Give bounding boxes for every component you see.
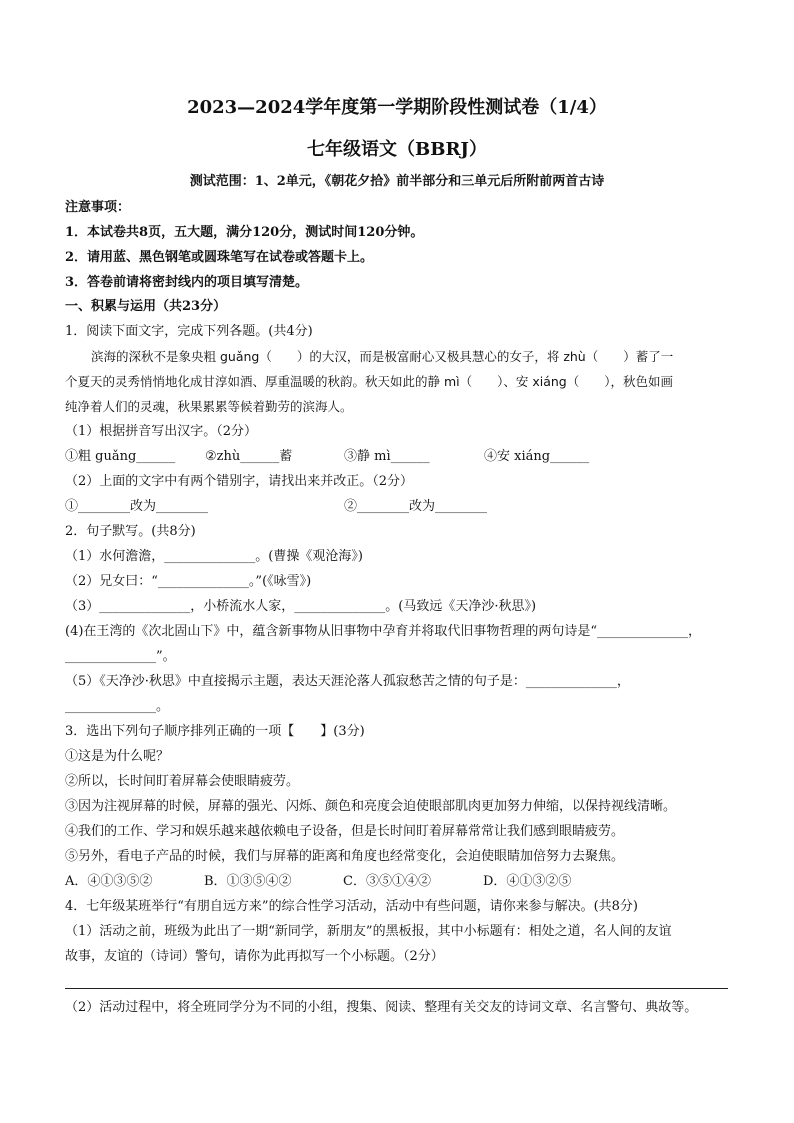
answer-blank: ②________改为________ (344, 499, 488, 514)
answer-blank: ③静 mì______ (344, 449, 430, 464)
option-b: B．①③⑤④② (204, 874, 292, 889)
notice-heading: 注意事项： (65, 200, 131, 215)
sentence-item: ①这是为什么呢？ (65, 749, 170, 764)
question-stem: 1．阅读下面文字，完成下列各题。(共4分) (65, 324, 313, 339)
question-stem: 2．句子默写。(共8分) (65, 524, 196, 539)
recitation-line: ______________。 (65, 699, 170, 714)
sub-question: （2）活动过程中，将全班同学分为不同的小组，搜集、阅读、整理有关交友的诗词文章、名言警句、典故等。 (65, 1000, 698, 1015)
recitation-line: ______________”。 (65, 649, 176, 664)
answer-line (65, 988, 728, 989)
test-scope: 测试范围：1、2单元，《朝花夕拾》前半部分和三单元后所附前两首古诗 (189, 174, 605, 189)
section-heading: 一、积累与运用（共23分） (65, 299, 227, 314)
option-d: D．④①③②⑤ (483, 874, 572, 889)
question-stem: 4．七年级某班举行“有朋自远方来”的综合性学习活动，活动中有些问题，请你来参与解决。(共8分) (65, 899, 638, 914)
passage-line: 纯净着人们的灵魂，秋果累累等候着勤劳的滨海人。 (65, 399, 353, 414)
sentence-item: ⑤另外，看电子产品的时候，我们与屏幕的距离和角度也经常变化，会迫使眼睛加倍努力去聚焦。 (65, 849, 625, 864)
sub-question: （1）根据拼音写出汉字。（2分） (65, 424, 258, 439)
recitation-line: （1）水何澹澹，______________。(曹操《观沧海》) (65, 549, 363, 564)
exam-subtitle: 七年级语文（BBRJ） (307, 139, 487, 160)
sub-question: 故事，友谊的（诗词）警句，请你为此再拟写一个小标题。（2分） (65, 949, 444, 964)
sentence-item: ②所以，长时间盯着屏幕会使眼睛疲劳。 (65, 774, 300, 789)
recitation-line: （3）______________，小桥流水人家，______________。(马致远《天净沙·秋思》) (65, 599, 537, 614)
answer-blank: ④安 xiáng______ (484, 449, 590, 464)
notice-item: 2．请用蓝、黑色钢笔或圆珠笔写在试卷或答题卡上。 (65, 250, 374, 265)
exam-title: 2023—2024学年度第一学期阶段性测试卷（1/4） (187, 97, 607, 118)
answer-blank: ①粗 guǎng______ (65, 449, 176, 464)
sentence-item: ④我们的工作、学习和娱乐越来越依赖电子设备，但是长时间盯着屏幕常常让我们感到眼睛疲劳。 (65, 824, 625, 839)
option-a: A．④①③⑤② (65, 874, 153, 889)
notice-item: 1．本试卷共8页，五大题，满分120分，测试时间120分钟。 (65, 225, 424, 240)
recitation-line: （5）《天净沙·秋思》中直接揭示主题，表达天涯沦落人孤寂愁苦之情的句子是：______________， (65, 674, 630, 689)
recitation-line: (4)在王湾的《次北固山下》中，蕴含新事物从旧事物中孕育并将取代旧事物哲理的两句诗是“______________， (65, 624, 702, 639)
passage-line: 个夏天的灵秀悄悄地化成甘淳如酒、厚重温暖的秋韵。秋天如此的静 mì（ ）、安 xiáng（ ），秋色如画 (65, 374, 673, 389)
question-stem: 3．选出下列句子顺序排列正确的一项【 】(3分) (65, 724, 365, 739)
notice-item: 3．答卷前请将密封线内的项目填写清楚。 (65, 275, 309, 290)
sentence-item: ③因为注视屏幕的时候，屏幕的强光、闪烁、颜色和亮度会迫使眼部肌肉更加努力伸缩，以保持视线清晰。 (65, 799, 677, 814)
sub-question: （1）活动之前，班级为此出了一期“新同学，新朋友”的黑板报，其中小标题有：相处之道，名人间的友谊 (65, 924, 672, 939)
passage-line: 滨海的深秋不是象央粗 guǎng（ ）的大汉，而是极富耐心又极具慧心的女子，将 zhù（ ）蓄了一 (91, 349, 674, 364)
recitation-line: （2）兄女曰：“______________。”(《咏雪》) (65, 574, 312, 589)
option-c: C．③⑤①④② (343, 874, 431, 889)
sub-question: （2）上面的文字中有两个错别字，请找出来并改正。（2分） (65, 474, 414, 489)
answer-blank: ①________改为________ (65, 499, 209, 514)
answer-blank: ②zhù______蓄 (205, 449, 293, 464)
